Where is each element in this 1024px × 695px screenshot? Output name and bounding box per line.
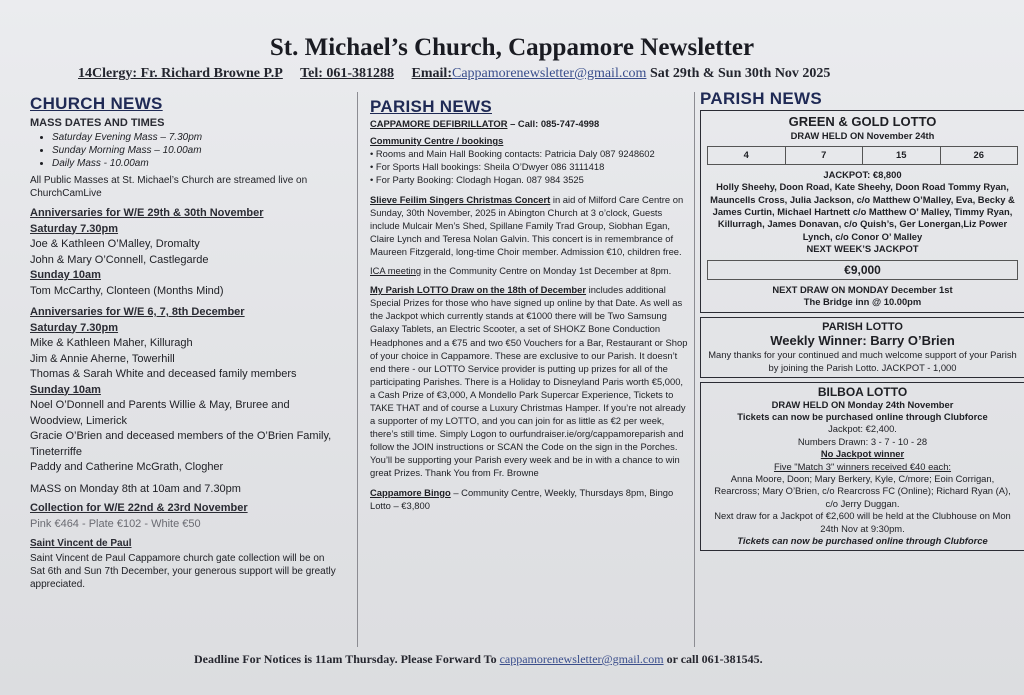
anniversary-item: Joe & Kathleen O’Malley, Dromalty — [30, 238, 200, 250]
mass-times-heading: MASS DATES AND TIMES — [30, 116, 165, 129]
mass-times-list — [30, 131, 340, 170]
bilboa-no-winner: No Jackpot winner — [820, 448, 905, 460]
anniversary-item: Gracie O’Brien and deceased members of the O’Brien Family, Tineterriffe — [30, 430, 332, 458]
column-divider-left — [357, 92, 358, 647]
green-gold-winners: Holly Sheehy, Doon Road, Kate Sheehy, Doon Road Tommy Ryan, Mauncells Cross, Julia Jackson, c/o Matthew O’Malley, Eva, Becky & James Curtin, Michael Hartnett c/o Matthew O’ Malley, Timmy Ryan, Killurragh, James Donavan, c/o Quish’s, Ger Lonergan,Liz Power Lynch, c/o Conor O’ Malley — [710, 181, 1015, 242]
bilboa-next-draw: Next draw for a Jackpot of €2,600 will be held at the Clubhouse on Mon 24th Nov at 9:30pm. — [714, 510, 1011, 534]
parish-news-heading: PARISH NEWS — [370, 97, 492, 116]
lotto-number: 4 — [708, 147, 786, 163]
footer-deadline — [194, 652, 1014, 667]
anniversary-item: Paddy and Catherine McGrath, Clogher — [30, 461, 224, 473]
booking-item: • For Sports Hall bookings: Sheila O’Dwyer 086 3111418 — [370, 161, 605, 173]
green-gold-title: GREEN & GOLD LOTTO — [788, 114, 937, 129]
community-centre-heading: Community Centre / bookings — [370, 135, 504, 147]
lotto-column — [700, 89, 1024, 555]
anniversary-item: Noel O’Donnell and Parents Willie & May, Bruree and Woodview, Limerick — [30, 399, 290, 427]
parish-lotto-text: Many thanks for your continued and much welcome support of your Parish by joining the Parish Lotto. JACKPOT - 1,000 — [708, 349, 1017, 373]
streaming-note: All Public Masses at St. Michael’s Church are streamed live on ChurchCamLive — [30, 175, 308, 199]
concert-notice: Slieve Feilim Singers Christmas Concert in aid of Milford Care Centre on Sunday, 30th November, 2025 in Abington Church at 3 o’clock, Guests include Mulcair Men’s Shed, Spillane Family Trad Group, Siobhan Egan, Claire Lynch and Teresa Nolan Galvin. This concert is in remembrance of Maureen Fitzgerald, long-time Choir member. Admission €10, children free. — [370, 193, 684, 257]
newsletter-title: St. Michael’s Church, Cappamore Newsletter — [269, 34, 755, 61]
issue-date: Sat 29th & Sun 30th Nov 2025 — [649, 66, 831, 81]
mass-time-item: • Daily Mass - 10.00am — [52, 157, 340, 170]
lotto-number: 26 — [973, 149, 984, 161]
footer-phone: or call 061-381545. — [663, 652, 763, 666]
bilboa-winners: Anna Moore, Doon; Mary Berkery, Kyle, C/more; Eoin Corrigan, Rearcross; Mary O’Brien, c/o Rearcross FC (Online); Richard Ryan (A), c/o Jerry Duggan. — [714, 472, 1011, 509]
bilboa-tickets-note: Tickets can now be purchased online through Clubforce — [737, 534, 988, 546]
telephone: Tel: 061-381288 — [300, 66, 395, 81]
parish-lotto-notice: My Parish LOTTO Draw on the 18th of December includes additional Special Prizes for those who have signed up online by that Date. As well as the Jackpot which currently stands at €1000 there will be Two Samsung Galaxy Tablets, an Electric Scooter, a set of SHOKZ Bone Conduction Headphones and a €75 and two €50 Vouchers for a Bar, Restaurant or Shop of your choice in Cappamore. These are exclusive to our Parish. It doesn’t end there - our LOTTO Service provider is putting up prizes for all of the participating Parishes. There is a Holiday to Disneyland Paris worth €5,000, a Cash Prize of €3,000, A Mondello Park Supercar Experience, Tickets to TAKE THAT and of course a Luxury Christmas Hamper. If you’re not already a supporter of my LOTTO, and you can join for as little as €2 per week, there’s still time. Simply Logon to ourfundraiser.ie/org/cappamoreparish and follow the JOIN instructions or SCAN the Code on the sign in the Porches. You’ll be supporting your Parish every week and be in with a chance to win great Prizes. Thank You from Fr. Browne — [370, 284, 688, 479]
clergy-line: 14Clergy: Fr. Richard Browne P.P — [78, 66, 283, 81]
bilboa-title: BILBOA LOTTO — [817, 385, 908, 400]
bilboa-draw: DRAW HELD ON Monday 24th November — [771, 398, 954, 410]
parish-lotto-box — [700, 317, 1024, 378]
monday-mass-note: MASS on Monday 8th at 10am and 7.30pm — [30, 482, 241, 495]
anniversary-item: Thomas & Sarah White and deceased family members — [30, 368, 297, 380]
booking-item: • Rooms and Main Hall Booking contacts: Patricia Daly 087 9248602 — [370, 148, 655, 160]
svdp-text: Saint Vincent de Paul Cappamore church gate collection will be on Sat 6th and Sun 7th December, your generous support will be greatly appreciated. — [30, 552, 336, 590]
green-gold-lotto-box — [700, 110, 1024, 313]
sunday-heading: Sunday 10am — [30, 383, 101, 396]
bilboa-numbers: Numbers Drawn: 3 - 7 - 10 - 28 — [797, 435, 928, 447]
header-contact-line — [78, 66, 1008, 82]
booking-item: • For Party Booking: Clodagh Hogan. 087 984 3525 — [370, 174, 584, 186]
bingo-notice: Cappamore Bingo – Community Centre, Weekly, Thursdays 8pm, Bingo Lotto – €3,800 — [370, 486, 674, 511]
anniversary-item: Jim & Annie Aherne, Towerhill — [30, 352, 175, 365]
anniversaries-heading: Anniversaries for W/E 6, 7, 8th December — [30, 306, 245, 318]
parish-lotto-title: PARISH LOTTO — [822, 320, 903, 333]
draw-venue: The Bridge inn @ 10.00pm — [803, 296, 922, 308]
collection-amounts: Pink €464 - Plate €102 - White €50 — [30, 517, 201, 530]
lotto-number: 7 — [786, 147, 864, 163]
column-divider-right — [694, 92, 695, 647]
mass-time-item: • Sunday Morning Mass – 10.00am — [52, 144, 340, 157]
saturday-heading: Saturday 7.30pm — [30, 222, 119, 235]
green-gold-jackpot: JACKPOT: €8,800 — [823, 168, 902, 180]
bilboa-jackpot: Jackpot: €2,400. — [828, 423, 897, 435]
next-jackpot-value: €9,000 — [707, 260, 1018, 280]
next-draw: NEXT DRAW ON MONDAY December 1st — [772, 284, 953, 296]
next-jackpot-label: NEXT WEEK’S JACKPOT — [806, 243, 919, 255]
svdp-heading: Saint Vincent de Paul — [30, 538, 132, 549]
church-news-column — [30, 96, 340, 591]
anniversaries-heading: Anniversaries for W/E 29th & 30th November — [30, 207, 264, 219]
bilboa-lotto-box — [700, 382, 1024, 551]
defibrillator-heading: CAPPAMORE DEFIBRILLATOR — [370, 118, 508, 130]
email-label: Email: — [411, 66, 452, 81]
weekly-winner: Weekly Winner: Barry O’Brien — [770, 333, 955, 349]
ica-notice: ICA meeting in the Community Centre on Monday 1st December at 8pm. — [370, 265, 672, 277]
anniversary-item: Tom McCarthy, Clonteen (Months Mind) — [30, 284, 224, 297]
church-news-heading: CHURCH NEWS — [30, 94, 163, 113]
saturday-heading: Saturday 7.30pm — [30, 321, 119, 334]
lotto-numbers — [707, 146, 1018, 164]
defibrillator-phone: – Call: 085-747-4998 — [507, 118, 600, 130]
anniversary-item: Mike & Kathleen Maher, Killuragh — [30, 337, 193, 349]
green-gold-draw: DRAW HELD ON November 24th — [790, 130, 935, 141]
mass-time-item: • Saturday Evening Mass – 7.30pm — [52, 131, 340, 144]
parish-news-heading-2: PARISH NEWS — [700, 89, 822, 108]
sunday-heading: Sunday 10am — [30, 269, 101, 281]
footer-text: Deadline For Notices is 11am Thursday. Please Forward To — [194, 652, 500, 666]
bilboa-tickets: Tickets can now be purchased online through Clubforce — [737, 410, 988, 422]
anniversary-item: John & Mary O’Connell, Castlegarde — [30, 253, 209, 266]
lotto-number: 15 — [863, 147, 941, 163]
bilboa-match3: Five "Match 3" winners received €40 each: — [773, 460, 952, 472]
footer-email-link[interactable]: cappamorenewsletter@gmail.com — [499, 652, 664, 666]
email-link[interactable]: Cappamorenewsletter@gmail.com — [452, 66, 647, 81]
parish-news-column — [370, 97, 688, 512]
collection-heading: Collection for W/E 22nd & 23rd November — [30, 502, 248, 514]
